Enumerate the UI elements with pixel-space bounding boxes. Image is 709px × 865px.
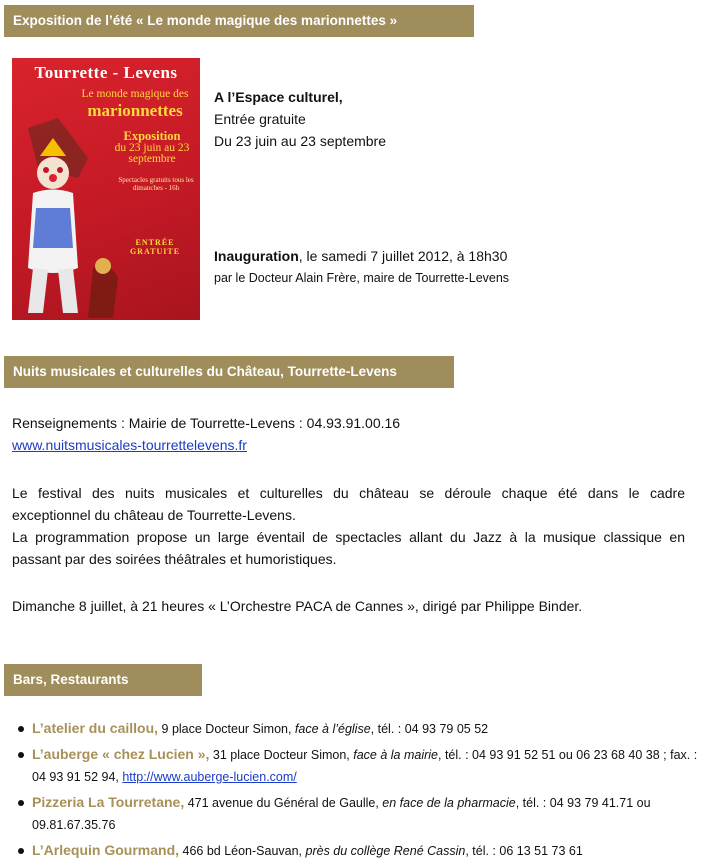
list-item (32, 791, 709, 836)
restaurant-name: Pizzeria La Tourretane, (32, 794, 185, 810)
restaurant-hint: face à l’église (294, 722, 371, 736)
restaurant-name: L’Arlequin Gourmand, (32, 842, 180, 858)
dates-text: Du 23 juin au 23 septembre (214, 133, 386, 149)
festival-paragraph-1-line-1: Le festival des nuits musicales et culturelles du château se déroule chaque été dans le cadre (12, 485, 685, 501)
festival-paragraph-2-line-2: passant par des soirées théâtrales et humoristiques. (12, 551, 337, 567)
poster-entree: ENTRÉE GRATUITE (129, 238, 181, 256)
festival-link[interactable]: www.nuitsmusicales-tourrettelevens.fr (12, 437, 247, 453)
contact-text: Renseignements : Mairie de Tourrette-Levens : 04.93.91.00.16 (12, 415, 401, 431)
restaurant-tel: , tél. : 04 93 79 41.71 ou 09.81.67.35.76 (32, 796, 651, 832)
restaurant-address: 466 bd Léon-Sauvan, (179, 844, 306, 858)
restaurant-address: 31 place Docteur Simon, (209, 748, 354, 762)
poster-dates: du 23 juin au 23 septembre (114, 142, 190, 165)
restaurant-address: 9 place Docteur Simon, (158, 722, 295, 736)
restaurant-address: 471 avenue du Général de Gaulle, (184, 796, 383, 810)
concert-text: Dimanche 8 juillet, à 21 heures « L’Orchestre PACA de Cannes », dirigé par Philippe Binder. (12, 598, 583, 614)
restaurant-tel: , tél. : 04 93 79 05 52 (370, 722, 489, 736)
festival-paragraph-1-line-2: exceptionnel du château de Tourrette-Levens. (12, 507, 296, 523)
restaurant-list (14, 717, 709, 865)
poster-title: Tourrette - Levens (34, 63, 178, 82)
restaurant-tel: , tél. : 06 13 51 73 61 (465, 844, 583, 858)
list-item (32, 839, 709, 862)
entry-text: Entrée gratuite (214, 111, 306, 127)
restaurant-hint: près du collège René Cassin (305, 844, 466, 858)
festival-link-line (12, 434, 247, 456)
restaurant-name: L’atelier du caillou, (32, 720, 159, 736)
poster-subtitle-2: marionnettes (87, 101, 183, 120)
section-banner-bars: Bars, Restaurants (4, 664, 202, 696)
list-item (32, 743, 709, 788)
restaurant-tel: , tél. : 04 93 91 52 51 ou 06 23 68 40 38 ; fax. : 04 93 91 52 94, (32, 748, 698, 784)
restaurant-hint: face à la mairie (353, 748, 438, 762)
restaurant-hint: en face de la pharmacie (382, 796, 516, 810)
restaurant-name: L’auberge « chez Lucien », (32, 746, 210, 762)
inauguration-label: Inauguration (214, 248, 299, 264)
list-item (32, 717, 709, 740)
inauguration-host: par le Docteur Alain Frère, maire de Tourrette-Levens (214, 271, 510, 285)
venue-text: A l’Espace culturel, (214, 89, 343, 105)
section-banner-nuits: Nuits musicales et culturelles du Château, Tourrette-Levens (4, 356, 454, 388)
inauguration-date: , le samedi 7 juillet 2012, à 18h30 (298, 248, 508, 264)
section-banner-exposition: Exposition de l’été « Le monde magique des marionnettes » (4, 5, 474, 37)
restaurant-website-link[interactable]: http://www.auberge-lucien.com/ (122, 770, 297, 784)
inauguration-line (214, 245, 507, 267)
poster-exposition: Exposition (123, 129, 181, 143)
festival-paragraph-2-line-1: La programmation propose un large éventail de spectacles allant du Jazz à la musique classique en (12, 529, 685, 545)
poster-spectacles: Spectacles gratuits tous les dimanches - 16h (118, 176, 194, 192)
poster-subtitle: Le monde magique des (81, 88, 189, 100)
exhibition-poster (12, 58, 200, 320)
